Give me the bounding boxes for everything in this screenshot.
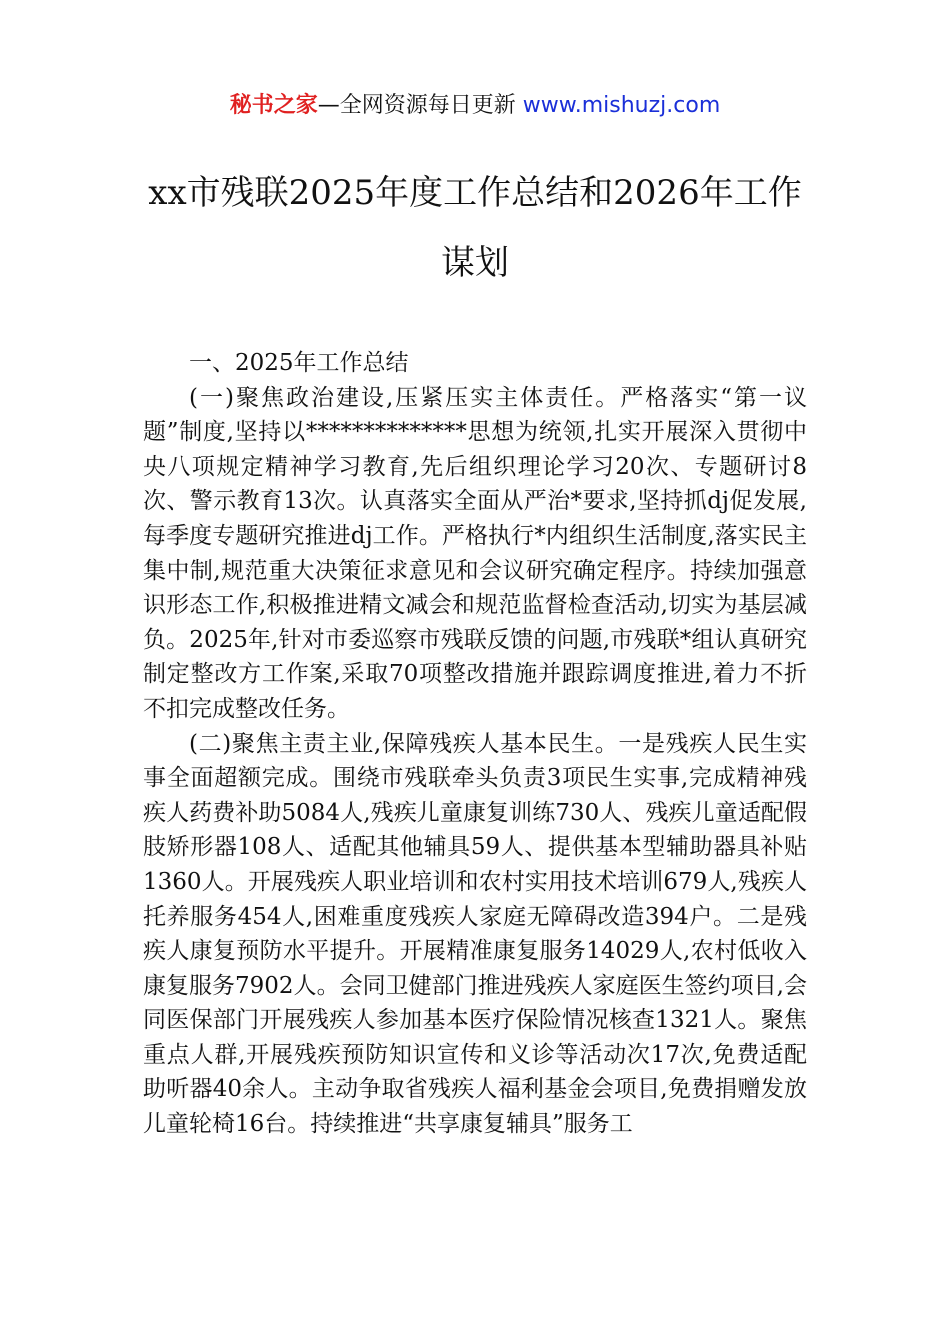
paragraph: (二)聚焦主责主业,保障残疾人基本民生。一是残疾人民生实事全面超额完成。围绕市残联牵头负责3项民生实事,完成精神残疾人药费补助5084人,残疾儿童康复训练730人、残疾儿童适配假肢矫形器108人、适配其他辅具59人、提供基本型辅助器具补贴1360人。开展残疾人职业培训和农村实用技术培训679人,残疾人托养服务454人,困难重度残疾人家庭无障碍改造394户。二是残疾人康复预防水平提升。开展精准康复服务14029人,农村低收入康复服务7902人。会同卫健部门推进残疾人家庭医生签约项目,会同医保部门开展残疾人参加基本医疗保险情况核查1321人。聚焦重点人群,开展残疾预防知识宣传和义诊等活动次17次,免费适配助听器40余人。主动争取省残疾人福利基金会项目,免费捐赠发放儿童轮椅16台。持续推进“共享康复辅具”服务工 — [143, 730, 807, 1138]
document-body — [143, 346, 807, 1142]
site-url-link[interactable]: www.mishuzj.com — [522, 93, 721, 118]
paragraph: (一)聚焦政治建设,压紧压实主体责任。严格落实“第一议题”制度,坚持以**************思想为统领,扎实开展深入贯彻中央八项规定精神学习教育,先后组织理论学习20次、专题研讨8次、警示教育13次。认真落实全面从严治*要求,坚持抓dj促发展,每季度专题研究推进dj工作。严格执行*内组织生活制度,落实民主集中制,规范重大决策征求意见和会议研究确定程序。持续加强意识形态工作,积极推进精文减会和规范监督检查活动,切实为基层减负。2025年,针对市委巡察市残联反馈的问题,市残联*组认真研究制定整改方工作案,采取70项整改措施并跟踪调度推进,着力不折不扣完成整改任务。 — [143, 384, 807, 722]
section-heading: 一、2025年工作总结 — [189, 350, 409, 376]
header-tagline: —全网资源每日更新 — [317, 93, 523, 118]
brand-name: 秘书之家 — [229, 93, 318, 118]
site-header — [0, 88, 950, 119]
document-title: xx市残联2025年度工作总结和2026年工作谋划 — [148, 173, 802, 283]
